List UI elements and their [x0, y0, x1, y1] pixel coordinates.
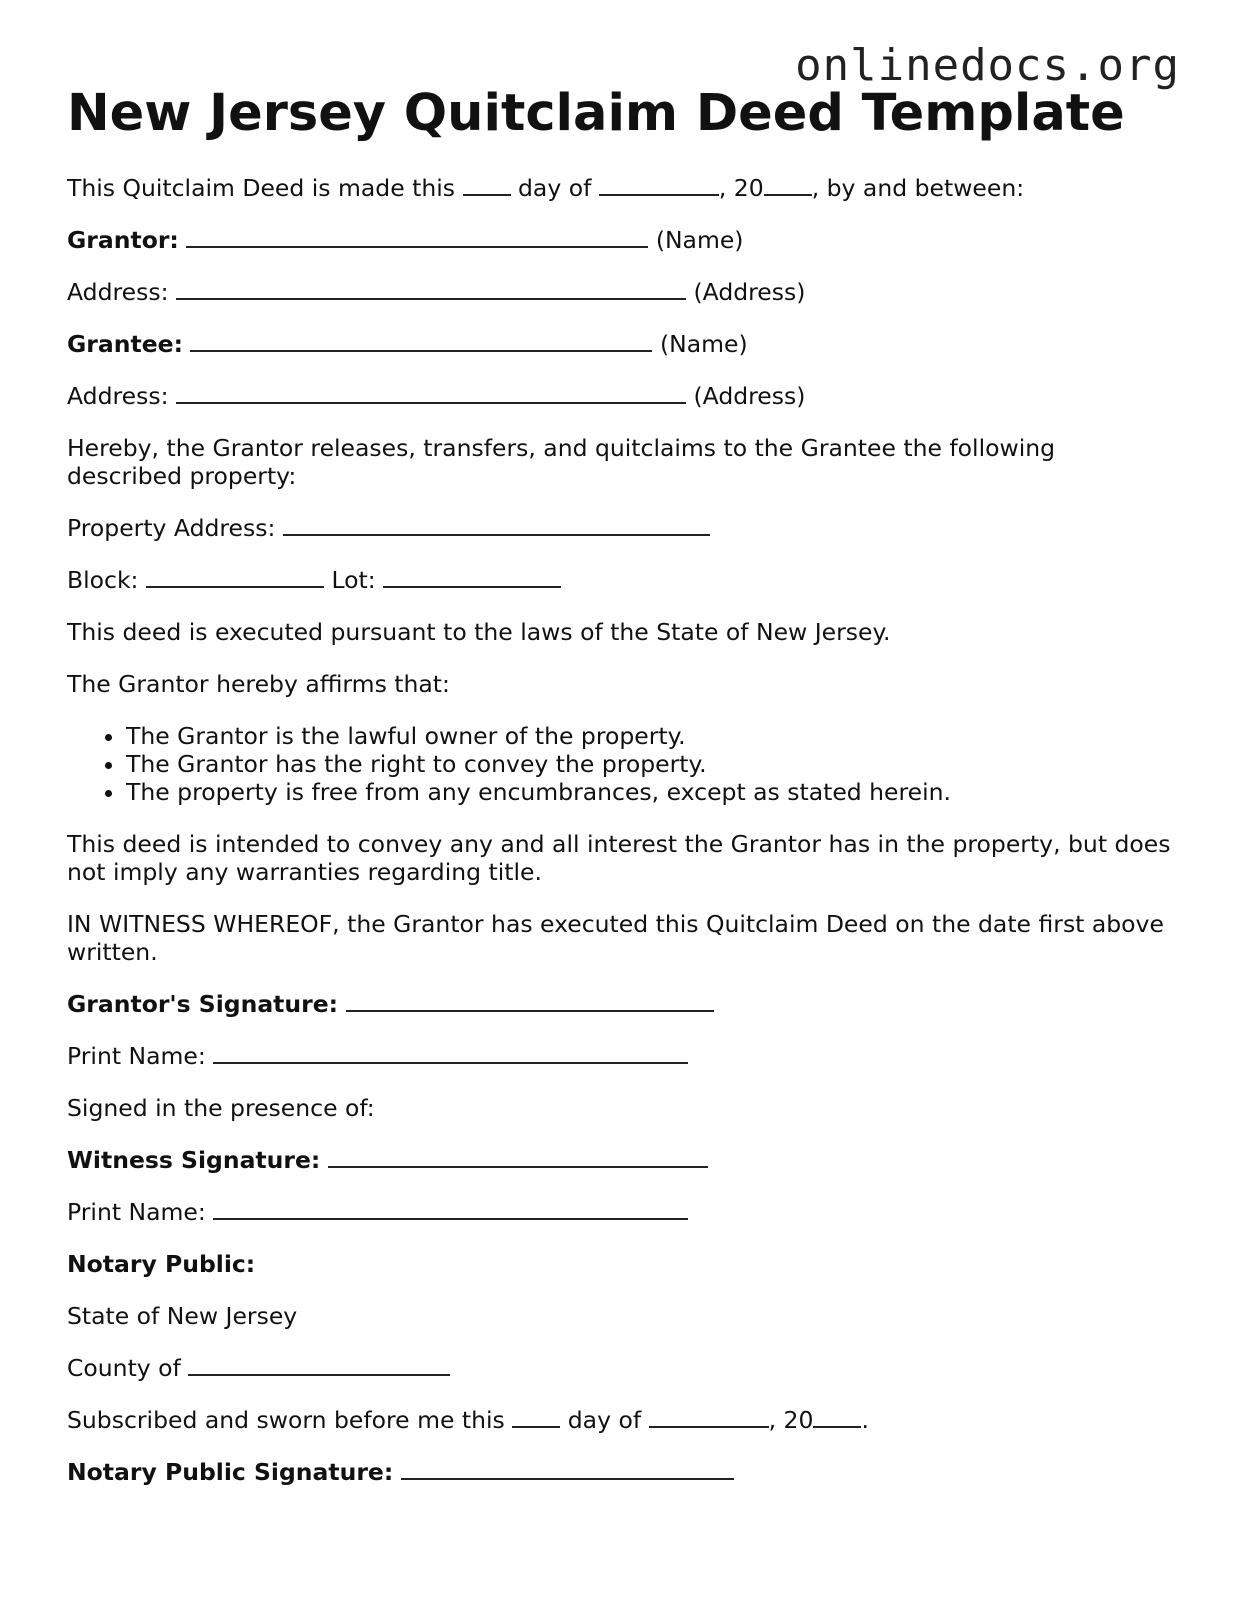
- notary-signature-label: Notary Public Signature:: [67, 1458, 394, 1486]
- list-item: • The property is free from any encumbrances, except as stated herein.: [126, 778, 1177, 806]
- witness-print-name-line: [67, 1198, 1177, 1226]
- grantor-line: [67, 226, 1177, 254]
- grantee-name-blank[interactable]: [190, 330, 652, 352]
- print-name-label: Print Name:: [67, 1198, 206, 1226]
- intent-paragraph: This deed is intended to convey any and all interest the Grantor has in the property, but does not imply any warranties regarding title.: [67, 830, 1171, 886]
- witness-signature-blank[interactable]: [328, 1146, 708, 1168]
- witness-print-name-blank[interactable]: [213, 1198, 688, 1220]
- grantee-address-blank[interactable]: [176, 382, 686, 404]
- property-address-blank[interactable]: [283, 514, 710, 536]
- grantor-name-hint: (Name): [655, 226, 744, 254]
- lot-label: Lot:: [331, 566, 376, 594]
- witness-signature-line: [67, 1146, 1177, 1174]
- block-lot-line: [67, 566, 1177, 594]
- year-blank[interactable]: [764, 174, 812, 196]
- grantor-print-name-line: [67, 1042, 1177, 1070]
- grantor-address-label: Address:: [67, 278, 169, 306]
- day-blank[interactable]: [463, 174, 511, 196]
- signed-presence-paragraph: Signed in the presence of:: [67, 1094, 375, 1122]
- notary-month-blank[interactable]: [649, 1406, 769, 1428]
- block-blank[interactable]: [146, 566, 324, 588]
- grantee-label: Grantee:: [67, 330, 183, 358]
- document-page: [67, 84, 1177, 1510]
- state-line: State of New Jersey: [67, 1302, 298, 1330]
- grantor-name-blank[interactable]: [186, 226, 648, 248]
- subscribed-line: [67, 1406, 1177, 1434]
- county-line: [67, 1354, 1177, 1382]
- property-address-line: [67, 514, 1177, 542]
- print-name-label: Print Name:: [67, 1042, 206, 1070]
- affirms-intro: The Grantor hereby affirms that:: [67, 670, 450, 698]
- subscribed-text-2: day of: [567, 1406, 642, 1434]
- page-title: New Jersey Quitclaim Deed Template: [67, 84, 1125, 143]
- list-item: • The Grantor is the lawful owner of the property.: [126, 722, 1177, 750]
- grantor-address-blank[interactable]: [176, 278, 686, 300]
- notary-signature-line: [67, 1458, 1177, 1486]
- notary-day-blank[interactable]: [512, 1406, 560, 1428]
- grantee-name-hint: (Name): [659, 330, 748, 358]
- subscribed-text-1: Subscribed and sworn before me this: [67, 1406, 505, 1434]
- grantor-print-name-blank[interactable]: [213, 1042, 688, 1064]
- site-brand: onlinedocs.org: [795, 40, 1180, 91]
- subscribed-text-3: , 20: [768, 1406, 814, 1434]
- grantee-line: [67, 330, 1177, 358]
- executed-pursuant-paragraph: This deed is executed pursuant to the laws of the State of New Jersey.: [67, 618, 891, 646]
- block-label: Block:: [67, 566, 139, 594]
- grantor-address-line: [67, 278, 1177, 306]
- notary-public-heading: Notary Public:: [67, 1250, 256, 1278]
- intro-line: [67, 174, 1177, 202]
- property-address-label: Property Address:: [67, 514, 276, 542]
- grantor-signature-line: [67, 990, 1177, 1018]
- intro-text-2: day of: [518, 174, 592, 202]
- lot-blank[interactable]: [383, 566, 561, 588]
- intro-text-3: , 20: [718, 174, 764, 202]
- month-blank[interactable]: [599, 174, 719, 196]
- subscribed-text-4: .: [861, 1406, 869, 1434]
- affirmations-list: [67, 722, 1177, 806]
- grantor-address-hint: (Address): [693, 278, 806, 306]
- list-item: • The Grantor has the right to convey the property.: [126, 750, 1177, 778]
- notary-signature-blank[interactable]: [401, 1458, 734, 1480]
- county-blank[interactable]: [188, 1354, 450, 1376]
- county-label: County of: [67, 1354, 181, 1382]
- grantee-address-line: [67, 382, 1177, 410]
- hereby-paragraph: Hereby, the Grantor releases, transfers, and quitclaims to the Grantee the following described property:: [67, 434, 1056, 490]
- intro-text-4: , by and between:: [811, 174, 1025, 202]
- notary-year-blank[interactable]: [813, 1406, 861, 1428]
- grantee-address-hint: (Address): [693, 382, 806, 410]
- grantor-signature-blank[interactable]: [346, 990, 714, 1012]
- intro-text-1: This Quitclaim Deed is made this: [67, 174, 456, 202]
- witness-whereof-paragraph: IN WITNESS WHEREOF, the Grantor has executed this Quitclaim Deed on the date first above written.: [67, 910, 1164, 966]
- grantee-address-label: Address:: [67, 382, 169, 410]
- grantor-signature-label: Grantor's Signature:: [67, 990, 339, 1018]
- grantor-label: Grantor:: [67, 226, 179, 254]
- witness-signature-label: Witness Signature:: [67, 1146, 321, 1174]
